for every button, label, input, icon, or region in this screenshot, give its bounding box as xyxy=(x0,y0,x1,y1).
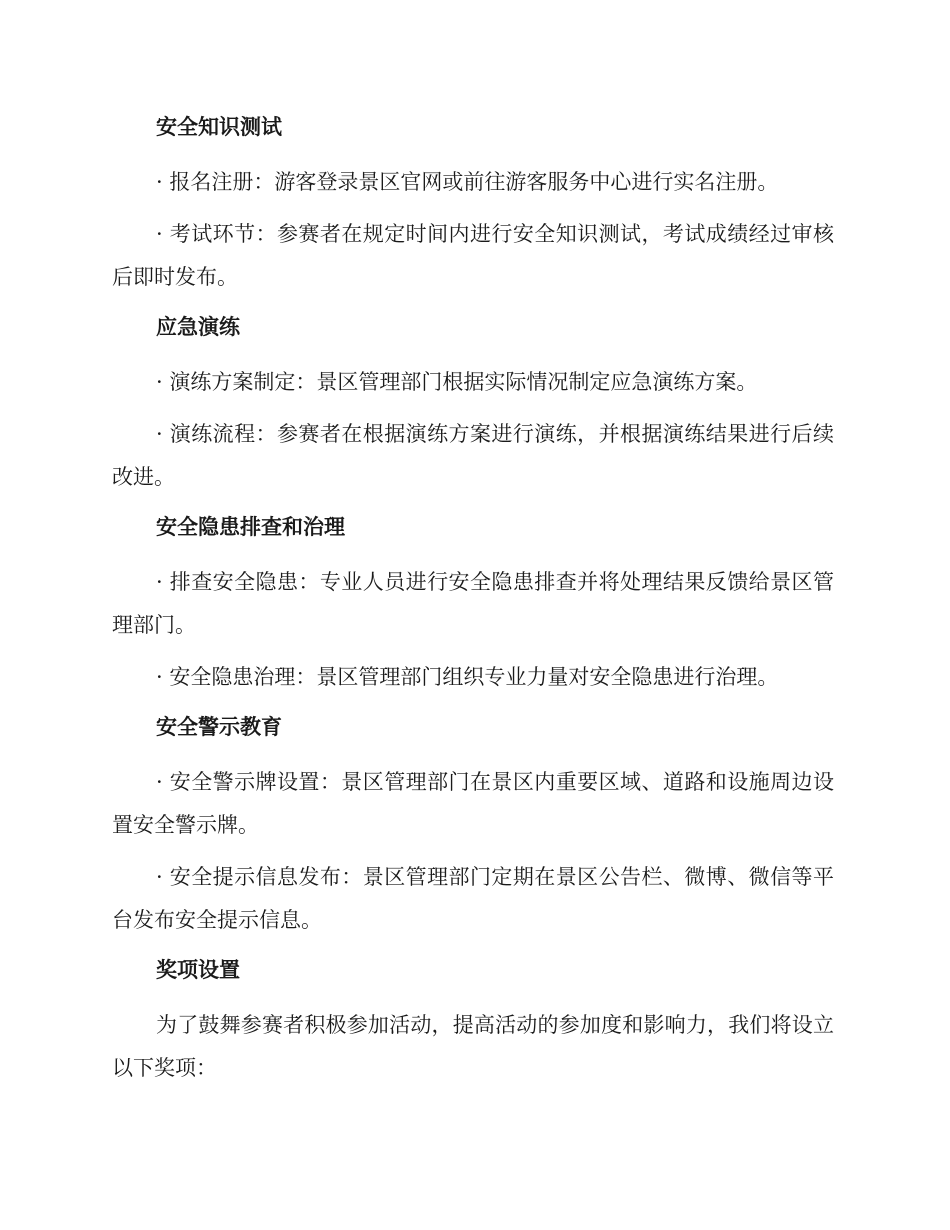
paragraph: · 演练流程：参赛者在根据演练方案进行演练，并根据演练结果进行后续改进。 xyxy=(112,422,834,489)
section-emergency-drill xyxy=(112,308,834,499)
section-safety-warning-education xyxy=(112,708,834,942)
paragraph: · 排查安全隐患：专业人员进行安全隐患排查并将处理结果反馈给景区管理部门。 xyxy=(112,570,834,637)
section-heading: 安全隐患排查和治理 xyxy=(156,515,345,539)
paragraph: · 安全警示牌设置：景区管理部门在景区内重要区域、道路和设施周边设置安全警示牌。 xyxy=(112,770,834,837)
paragraph: · 演练方案制定：景区管理部门根据实际情况制定应急演练方案。 xyxy=(156,370,758,394)
paragraph: · 报名注册：游客登录景区官网或前往游客服务中心进行实名注册。 xyxy=(156,170,779,194)
paragraph: · 安全提示信息发布：景区管理部门定期在景区公告栏、微博、微信等平台发布安全提示信息。 xyxy=(112,865,834,932)
paragraph: · 安全隐患治理：景区管理部门组织专业力量对安全隐患进行治理。 xyxy=(156,665,779,689)
section-heading: 奖项设置 xyxy=(156,958,240,982)
paragraph: 为了鼓舞参赛者积极参加活动，提高活动的参加度和影响力，我们将设立以下奖项： xyxy=(112,1013,834,1080)
section-heading: 安全知识测试 xyxy=(156,115,282,139)
section-hazard-inspection xyxy=(112,508,834,699)
section-safety-knowledge-test xyxy=(112,108,834,299)
section-heading: 应急演练 xyxy=(156,315,240,339)
paragraph: · 考试环节：参赛者在规定时间内进行安全知识测试，考试成绩经过审核后即时发布。 xyxy=(112,222,834,289)
document-page xyxy=(112,108,834,1099)
section-awards xyxy=(112,951,834,1090)
section-heading: 安全警示教育 xyxy=(156,715,282,739)
